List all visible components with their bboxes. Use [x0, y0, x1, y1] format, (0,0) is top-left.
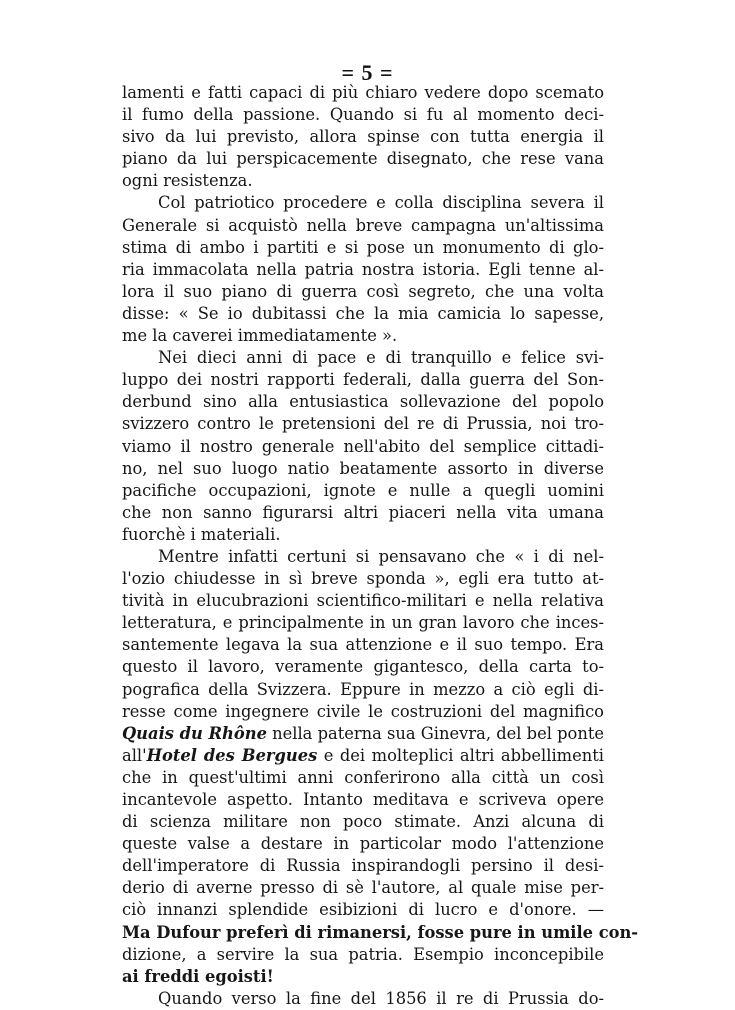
text-line: fuorchè i materiali.	[122, 524, 281, 544]
text-line: dell'imperatore di Russia inspirandogli persino il desi-	[122, 856, 604, 876]
text-line: Mentre infatti certuni si pensavano che « i di nel-	[158, 546, 604, 566]
text-line-quais-rest: nella paterna sua Ginevra, del bel ponte	[266, 723, 605, 743]
text-line: ciò innanzi splendide esibizioni di lucro e d'onore. —	[122, 900, 604, 920]
text-line: dizione, a servire la sua patria. Esempio inconcepibile	[122, 944, 604, 964]
text-line: lamenti e fatti capaci di più chiaro vedere dopo scemato	[122, 83, 604, 102]
text-line: il fumo della passione. Quando si fu al momento deci-	[122, 105, 604, 125]
body-text	[122, 82, 639, 1010]
text-line: resse come ingegnere civile le costruzioni del magnifico	[122, 701, 604, 721]
text-line: questo il lavoro, veramente gigantesco, della carta to-	[122, 657, 604, 677]
text-line-all: all'	[122, 745, 147, 765]
text-line: che non sanno figurarsi altri piaceri nella vita umana	[122, 502, 604, 522]
text-line: stima di ambo i partiti e si pose un monumento di glo-	[122, 237, 604, 257]
text-line: ria immacolata nella patria nostra istoria. Egli tenne al-	[122, 259, 604, 279]
text-line: luppo dei nostri rapporti federali, dalla guerra del Son-	[122, 370, 604, 390]
text-line: me la caverei immediatamente ».	[122, 326, 398, 346]
text-line: Col patriotico procedere e colla disciplina severa il	[158, 193, 604, 213]
text-line: sivo da lui previsto, allora spinse con tutta energia il	[122, 127, 604, 147]
italic-quais: Quais du Rhône	[122, 723, 267, 743]
text-line: no, nel suo luogo natio beatamente assorto in diverse	[122, 458, 604, 478]
text-line: santemente legava la sua attenzione e il suo tempo. Era	[122, 635, 604, 655]
text-line: che in quest'ultimi anni conferirono alla città un così	[122, 767, 604, 787]
text-line: l'ozio chiudesse in sì breve sponda », egli era tutto at-	[122, 569, 604, 589]
text-line: piano da lui perspicacemente disegnato, che rese vana	[122, 149, 604, 169]
page-number: = 5 =	[341, 60, 394, 85]
italic-hotel: Hotel des Bergues	[146, 745, 318, 765]
text-line: derbund sino alla entusiastica sollevazione del popolo	[122, 392, 604, 412]
text-line: Nei dieci anni di pace e di tranquillo e felice svi-	[158, 348, 604, 368]
text-line: derio di averne presso di sè l'autore, al quale mise per-	[122, 878, 604, 898]
text-line: viamo il nostro generale nell'abito del semplice cittadi-	[122, 436, 604, 456]
text-line: pografica della Svizzera. Eppure in mezzo a ciò egli di-	[122, 679, 604, 699]
text-line: Generale si acquistò nella breve campagna un'altissima	[122, 215, 604, 235]
text-line: ogni resistenza.	[122, 171, 253, 191]
text-line: di scienza militare non poco stimate. Anzi alcuna di	[122, 812, 604, 832]
text-line-hotel-rest: e dei molteplici altri abbellimenti	[317, 745, 604, 765]
text-line: Ma Dufour preferì di rimanersi, fosse pure in umile con-	[122, 922, 639, 942]
text-line-hotel	[122, 745, 604, 767]
text-line: queste valse a destare in particolar modo l'attenzione	[122, 834, 604, 854]
text-line: lora il suo piano di guerra così segreto, che una volta	[122, 281, 604, 301]
text-line: pacifiche occupazioni, ignote e nulle a quegli uomini	[122, 480, 604, 500]
text-line: disse: « Se io dubitassi che la mia camicia lo sapesse,	[122, 303, 604, 323]
text-line: Quando verso la fine del 1856 il re di Prussia do-	[158, 988, 604, 1008]
text-line: incantevole aspetto. Intanto meditava e scriveva opere	[122, 790, 604, 809]
text-line: tività in elucubrazioni scientifico-militari e nella relativa	[122, 591, 604, 611]
text-line: ai freddi egoisti!	[122, 966, 274, 986]
text-line: letteratura, e principalmente in un gran lavoro che inces-	[122, 613, 604, 633]
text-line-quais	[122, 723, 604, 745]
text-line: svizzero contro le pretensioni del re di Prussia, noi tro-	[122, 414, 604, 434]
